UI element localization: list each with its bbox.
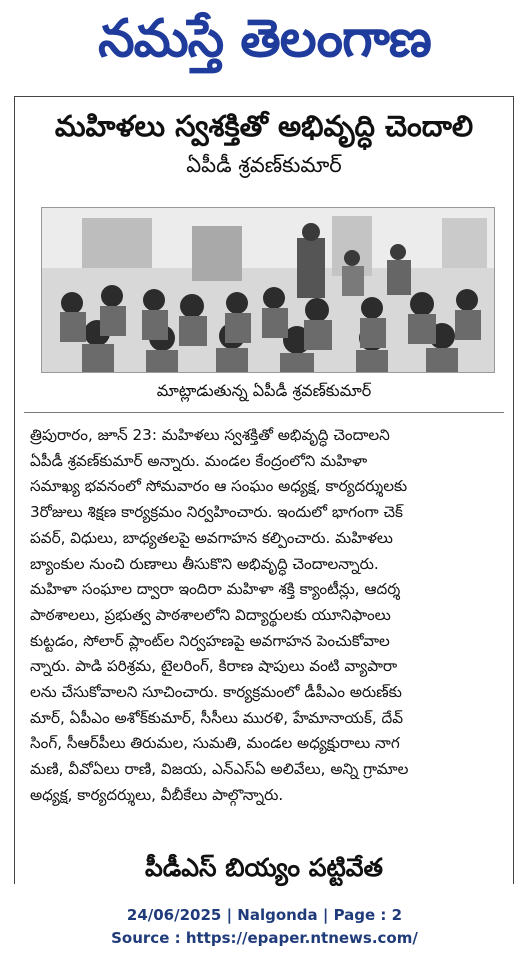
body-line: అధ్యక్ష, కార్యదర్శులు, వీబీకేలు పాల్గొన్నారు. [30,785,284,804]
body-line: సమాఖ్య భవనంలో సోమవారం ఆ సంఘం అధ్యక్ష, కార్యదర్శులకు [30,477,408,496]
body-line: పవర్, విధులు, బాధ్యతలపై అవగాహన కల్పించారు. మహిళలు [30,528,393,547]
article-body [30,423,498,809]
body-line: లను చేసుకోవాలని సూచించారు. కార్యక్రమంలో డీపీఎం అరుణ్‌కు [30,683,402,702]
article-headline: మహిళలు స్వశక్తితో అభివృద్ధి చెందాలి [54,109,474,143]
article-subheadline: ఏపీడీ శ్రవణ్‌కుమార్ [186,153,342,177]
footer-date-edition: 24/06/2025 | Nalgonda | Page : 2 [126,906,403,924]
body-line: త్రిపురారం, జూన్ 23: మహిళలు స్వశక్తితో అభివృద్ధి చెందాలని [30,426,390,444]
body-line: 3రోజులు శిక్షణ కార్యక్రమం నిర్వహించారు. ఇందులో భాగంగా చెక్ [30,503,403,522]
article-photo [41,207,495,373]
body-line: న్నారు. పాడి పరిశ్రమ, టైలరింగ్, కిరాణ షాపులు వంటి వ్యాపారా [30,657,398,676]
body-line: మార్, ఏపీఎం అశోక్‌కుమార్, సీసీలు మురళి, హేమానాయక్, దేవ్ [30,708,404,727]
body-line: ఏపీడీ శ్రవణ్‌కుమార్ అన్నారు. మండల కేంద్రంలోని మహిళా [30,451,368,470]
caption-divider [24,412,504,413]
body-line: మణి, వీవోఏలు రాణి, విజయ, ఎన్ఎస్ఏ అలివేలు, అన్ని గ్రామాల [30,760,409,779]
newspaper-masthead: నమస్తే తెలంగాణ [98,9,431,69]
footer-source: Source : https://epaper.ntnews.com/ [111,929,418,947]
body-line: కుట్టడం, సోలార్ ప్లాంట్‌ల నిర్వహణపై అవగాహన పెంచుకోవాల [30,631,390,650]
body-line: బ్యాంకుల నుంచి రుణాలు తీసుకొని అభివృద్ధి చెందాలన్నారు. [30,554,379,573]
meeting-photo-image [42,208,495,373]
photo-caption: మాట్లాడుతున్న ఏపీడీ శ్రవణ్‌కుమార్ [156,381,372,400]
body-line: సింగ్, సీఆర్‌పీలు తిరుమల, సుమతి, మండల అధ్యక్షురాలు నాగ [30,734,400,753]
body-line: పాఠశాలలు, ప్రభుత్వ పాఠశాలలోని విద్యార్థులకు యూనిఫాంలు [30,605,391,624]
body-line: మహిళా సంఘాల ద్వారా ఇందిరా మహిళా శక్తి క్యాంటీన్లు, ఆదర్శ [30,580,401,599]
next-article-headline: పీడీఎస్ బియ్యం పట్టివేత [144,853,384,882]
